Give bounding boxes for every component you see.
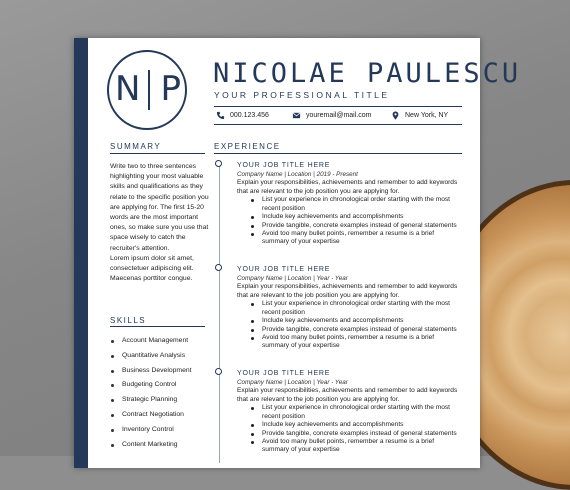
skill-item: Contract Negotiation [110,408,192,423]
job-meta: Company Name | Location | Year - Year [237,379,348,386]
skills-heading-rule [110,326,205,327]
summary-heading-rule [110,153,205,154]
skills-list [110,334,192,452]
job-title: YOUR JOB TITLE HERE [237,162,331,169]
job-bullets [237,404,462,454]
job-bullet: Include key achievements and accomplishments [237,317,462,325]
skill-item: Strategic Planning [110,393,192,408]
job-entry [237,369,462,455]
job-bullet: Provide tangible, concrete examples instead of general statements [237,222,462,230]
summary-paragraph: Lorem ipsum dolor sit amet, consectetuer adipiscing elit. Maecenas porttitor congue. [110,254,194,283]
contact-location [391,111,448,120]
skill-item: Business Development [110,364,192,379]
location-text: New York, NY [405,112,449,119]
skill-item: Quantitative Analysis [110,349,192,364]
monogram-divider [148,70,150,110]
experience-heading: EXPERIENCE [214,142,281,151]
skill-item: Content Marketing [110,438,192,453]
timeline-node [215,264,222,271]
job-description: Explain your responsibilities, achievements and remember to add keywords that are relevant to the job position you are applying for. [237,387,458,403]
job-bullet: Avoid too many bullet points, remember a resume is a brief summary of your expertise [237,230,462,247]
contact-bottom-rule [214,124,462,125]
contact-phone [216,111,269,120]
job-title: YOUR JOB TITLE HERE [237,266,331,273]
job-entry [237,265,462,351]
map-pin-icon [391,111,400,120]
job-bullet: List your experience in chronological order starting with the most recent position [237,300,462,317]
job-title: YOUR JOB TITLE HERE [237,370,331,377]
job-bullet: Include key achievements and accomplishments [237,421,462,429]
experience-timeline [219,163,220,463]
summary-paragraph: Write two to three sentences highlighting your most valuable skills and qualifications as they relate to the specific position you are applying for. The first 15-20 words are the most important ones, so make sure you use that space wisely to catch the recruiter's attention. [110,163,209,252]
phone-icon [216,111,225,120]
email-text: youremail@mail.com [306,112,372,119]
job-meta: Company Name | Location | Year - Year [237,275,348,282]
phone-text: 000.123.456 [230,112,269,119]
monogram-badge [107,50,187,130]
job-entry [237,161,462,247]
timeline-node [215,160,222,167]
job-bullet: Avoid too many bullet points, remember a resume is a brief summary of your expertise [237,438,462,455]
job-bullet: List your experience in chronological order starting with the most recent position [237,196,462,213]
monogram-left-letter: N [115,69,143,109]
envelope-icon [292,111,301,120]
job-description: Explain your responsibilities, achievements and remember to add keywords that are relevant to the job position you are applying for. [237,283,458,299]
summary-body [110,162,210,284]
job-bullet: List your experience in chronological order starting with the most recent position [237,404,462,421]
job-bullets [237,196,462,246]
job-description: Explain your responsibilities, achievements and remember to add keywords that are relevant to the job position you are applying for. [237,179,458,195]
experience-heading-rule [214,153,462,154]
skill-item: Inventory Control [110,423,192,438]
skills-heading: SKILLS [110,316,147,325]
skill-item: Budgeting Control [110,378,192,393]
contact-top-rule [214,106,462,107]
skill-item: Account Management [110,334,192,349]
summary-heading: SUMMARY [110,142,162,151]
monogram-right-letter: P [160,69,183,109]
candidate-name: NICOLAE PAULESCU [213,58,522,89]
resume-side-stripe [74,38,88,468]
timeline-node [215,368,222,375]
job-bullets [237,300,462,350]
job-meta: Company Name | Location | 2019 - Present [237,171,358,178]
job-bullet: Avoid too many bullet points, remember a resume is a brief summary of your expertise [237,334,462,351]
job-bullet: Provide tangible, concrete examples instead of general statements [237,430,462,438]
job-bullet: Include key achievements and accomplishments [237,213,462,221]
contact-email [292,111,371,120]
professional-title: YOUR PROFESSIONAL TITLE [214,90,390,100]
job-bullet: Provide tangible, concrete examples instead of general statements [237,326,462,334]
